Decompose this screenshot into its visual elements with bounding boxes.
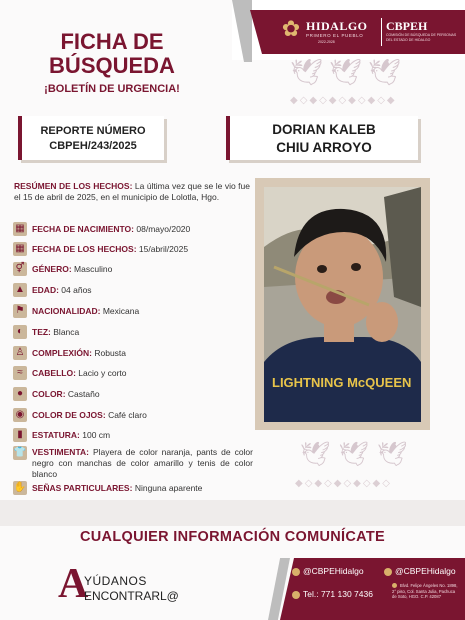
detail-text <box>32 285 92 295</box>
state-name: HIDALGO <box>306 19 368 33</box>
facebook-contact[interactable] <box>292 566 364 576</box>
ayudanos-logo-line-2: ENCONTRARL@ <box>84 589 179 603</box>
body-icon: ♙ <box>13 346 27 360</box>
detail-text <box>32 389 100 399</box>
address-text: Blvd. Felipe Ángeles No. 1898, 2° piso, Col. Santa Julia, Pachuca de Soto, HGO. C.P. 42087 <box>392 583 458 599</box>
name-box <box>226 116 418 160</box>
page-title <box>22 30 202 78</box>
eye-icon: ◉ <box>13 408 27 422</box>
detail-text <box>32 264 112 274</box>
detail-text <box>32 244 188 254</box>
state-motto: PRIMERO EL PUEBLO <box>306 33 364 38</box>
detail-row <box>13 222 253 238</box>
detail-label: CABELLO: <box>32 368 76 378</box>
clothing-label: VESTIMENTA: <box>32 447 89 457</box>
header-divider <box>381 18 382 46</box>
detail-value: Lacio y corto <box>78 368 127 378</box>
marks-row <box>13 481 253 497</box>
detail-label: COLOR: <box>32 389 66 399</box>
phone-contact[interactable] <box>292 589 373 599</box>
detail-text <box>32 306 139 316</box>
cake-icon: ▲ <box>13 283 27 297</box>
report-label: REPORTE NÚMERO <box>40 125 146 137</box>
detail-text <box>32 327 79 337</box>
detail-text <box>32 348 126 358</box>
person-name-line-1: DORIAN KALEB <box>272 122 376 137</box>
detail-text <box>32 430 110 440</box>
detail-value: Robusta <box>94 348 127 358</box>
bird-pattern-bottom: 🕊🕊🕊 <box>300 440 416 468</box>
detail-label: NACIONALIDAD: <box>32 306 101 316</box>
marks-label-text <box>32 483 202 493</box>
detail-label: COMPLEXIÓN: <box>32 348 92 358</box>
detail-text <box>32 368 127 378</box>
detail-row <box>13 325 253 341</box>
phone-number: Tel.: 771 130 7436 <box>303 589 373 599</box>
detail-value: 08/mayo/2020 <box>136 224 191 234</box>
title-line-2: BÚSQUEDA <box>49 53 175 78</box>
detail-value: Castaño <box>67 389 100 399</box>
phone-icon <box>292 591 300 599</box>
detail-value: 100 cm <box>82 430 111 440</box>
clothing-value: Playera de color naranja, pants de color negro con manchas de color amarillo y tenis de color blanco <box>32 447 253 479</box>
flag-icon: ⚑ <box>13 304 27 318</box>
detail-row <box>13 262 253 278</box>
person-name-line-2: CHIU ARROYO <box>276 140 372 155</box>
agency-full-name: COMISIÓN DE BÚSQUEDA DE PERSONAS DEL ESTADO DE HIDALGO <box>386 33 457 42</box>
hidalgo-logo-icon: ✿ <box>281 16 301 41</box>
detail-row <box>13 283 253 299</box>
detail-value: Blanca <box>53 327 80 337</box>
detail-text <box>32 224 190 234</box>
missing-person-photo <box>264 187 421 422</box>
detail-label: FECHA DE NACIMIENTO: <box>32 224 134 234</box>
instagram-contact[interactable] <box>384 566 456 576</box>
facebook-handle: @CBPEHidalgo <box>303 566 364 576</box>
zigzag-pattern-bottom: ◆◇◆◇◆◇◆◇◆◇ <box>295 478 392 489</box>
summary <box>14 181 250 203</box>
detail-label: COLOR DE OJOS: <box>32 410 106 420</box>
instagram-icon <box>384 568 392 576</box>
detail-value: 04 años <box>61 285 92 295</box>
skin-icon: ◐ <box>13 325 27 339</box>
title-line-1: FICHA DE <box>60 29 164 54</box>
calendar-icon: ▦ <box>13 242 27 256</box>
detail-label: GÉNERO: <box>32 264 72 274</box>
detail-value: Masculino <box>74 264 113 274</box>
marks-value: Ninguna aparente <box>134 483 203 493</box>
detail-row <box>13 366 253 382</box>
report-number: CBPEH/243/2025 <box>49 140 137 152</box>
state-period: 2022-2028 <box>318 40 335 44</box>
gender-icon: ⚥ <box>13 262 27 276</box>
detail-row <box>13 428 253 444</box>
photo-illustration <box>264 187 421 422</box>
call-to-action: CUALQUIER INFORMACIÓN COMUNÍCATE <box>80 529 385 545</box>
detail-row <box>13 387 253 403</box>
shirt-print: LIGHTNING McQUEEN <box>272 375 412 390</box>
palette-icon: ● <box>13 387 27 401</box>
ayudanos-logo-letter: A <box>58 561 89 607</box>
address <box>392 583 460 600</box>
detail-row <box>13 304 253 320</box>
detail-value: 15/abril/2025 <box>138 244 189 254</box>
detail-value: Mexicana <box>102 306 140 316</box>
marks-label: SEÑAS PARTICULARES: <box>32 483 133 493</box>
ruler-icon: ▮ <box>13 428 27 442</box>
report-box <box>18 116 164 160</box>
urgency-subtitle: ¡BOLETÍN DE URGENCIA! <box>44 83 180 95</box>
clothing-text <box>32 447 253 480</box>
calendar-icon: ▦ <box>13 222 27 236</box>
detail-label: ESTATURA: <box>32 430 80 440</box>
hair-icon: ≈ <box>13 366 27 380</box>
agency-name: CBPEH <box>386 19 428 33</box>
ayudanos-logo-line-1: YÚDANOS <box>84 574 147 588</box>
hand-icon: ✋ <box>13 482 27 493</box>
detail-row <box>13 346 253 362</box>
shirt-icon: 👕 <box>13 447 27 458</box>
summary-text: La última vez que se le vio fue el 15 de abril de 2025, en el municipio de Lolotla, Hgo. <box>14 181 250 202</box>
detail-row <box>13 408 253 424</box>
detail-label: FECHA DE LOS HECHOS: <box>32 244 137 254</box>
detail-text <box>32 410 147 420</box>
zigzag-pattern-top: ◆◇◆◇◆◇◆◇◆◇◆ <box>290 95 397 106</box>
detail-label: EDAD: <box>32 285 59 295</box>
decor-stripe <box>0 500 465 526</box>
detail-row <box>13 242 253 258</box>
summary-label: RESÚMEN DE LOS HECHOS: <box>14 181 133 191</box>
detail-value: Café claro <box>108 410 147 420</box>
facebook-icon <box>292 568 300 576</box>
bird-pattern-top: 🕊🕊🕊 <box>290 58 408 88</box>
detail-label: TEZ: <box>32 327 51 337</box>
instagram-handle: @CBPEHidalgo <box>395 566 456 576</box>
